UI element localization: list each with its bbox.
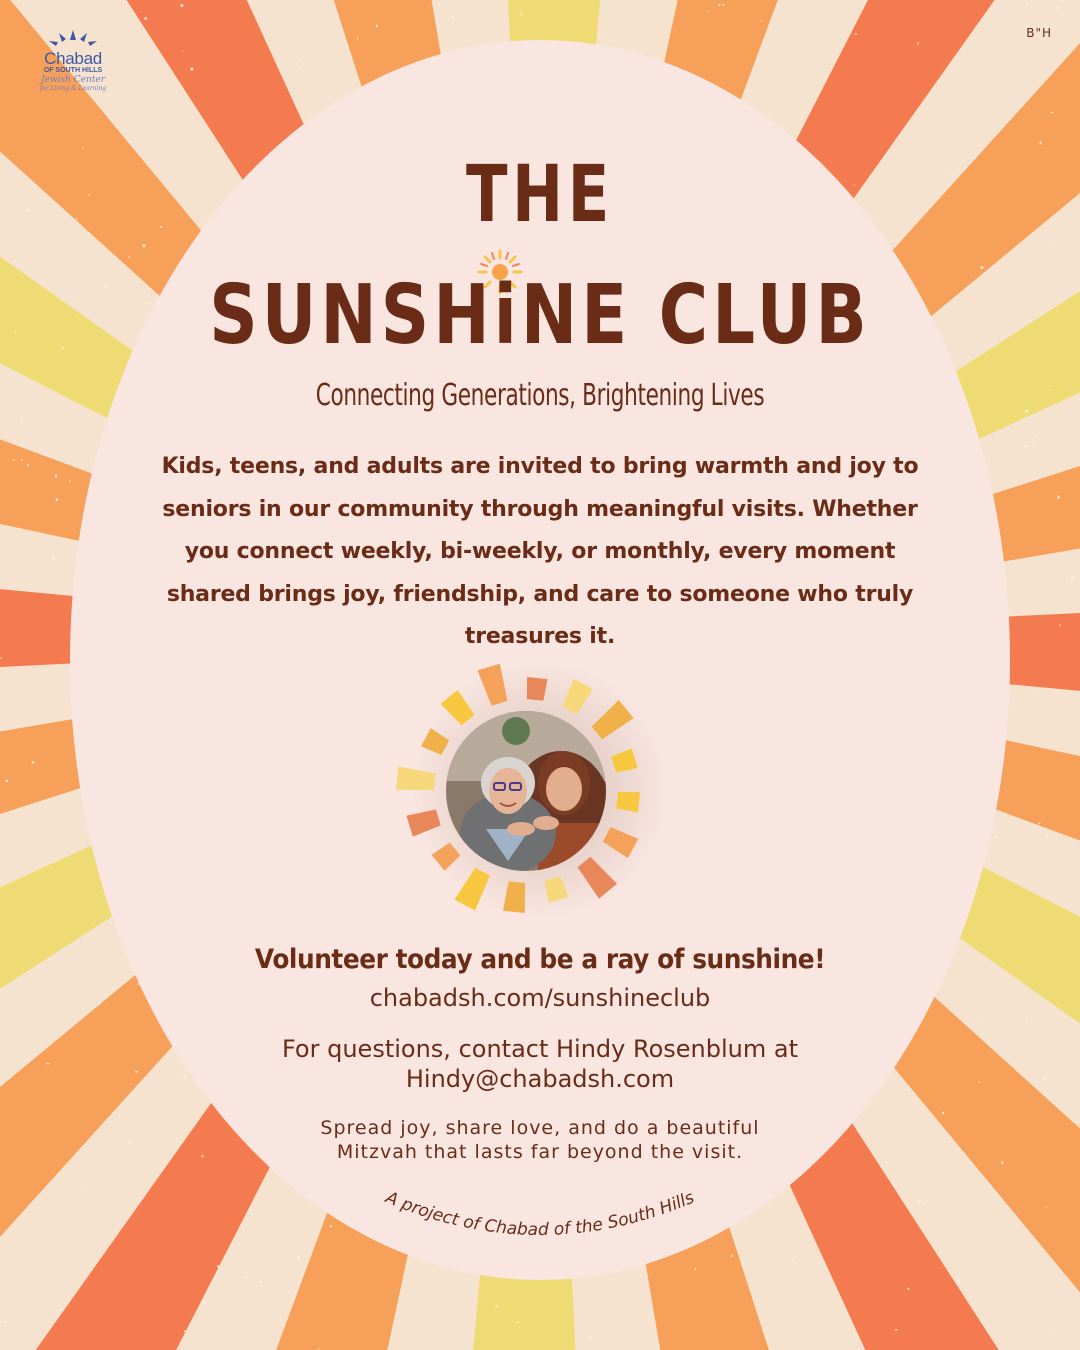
speckle <box>1050 386 1051 387</box>
speckle <box>83 1190 84 1191</box>
speckle <box>181 4 184 7</box>
speckle <box>302 63 305 65</box>
speckle <box>918 42 919 45</box>
speckle <box>21 418 23 419</box>
logo-tagline-1: Jewish Center <box>40 75 106 85</box>
speckle <box>182 51 183 52</box>
speckle <box>957 64 959 65</box>
speckle <box>135 1071 138 1073</box>
speckle <box>82 148 83 149</box>
speckle <box>217 1265 219 1268</box>
speckle <box>376 25 378 28</box>
signup-link[interactable]: chabadsh.com/sunshineclub <box>369 984 711 1012</box>
photo-ray <box>603 827 638 858</box>
speckle <box>318 1348 319 1349</box>
speckle <box>599 33 601 35</box>
speckle <box>1032 439 1034 441</box>
photo-ray <box>562 679 593 714</box>
speckle <box>1046 1206 1048 1207</box>
speckle <box>1036 695 1037 697</box>
photo-group <box>380 650 700 950</box>
speckle <box>1045 834 1047 836</box>
speckle <box>897 241 899 243</box>
speckle <box>982 1017 983 1019</box>
speckle <box>246 1276 248 1278</box>
speckle <box>1043 1078 1046 1080</box>
speckle <box>707 10 708 11</box>
speckle <box>144 17 147 20</box>
speckle <box>958 1280 960 1283</box>
speckle <box>143 244 146 247</box>
photo-ray <box>527 677 548 701</box>
speckle <box>0 658 2 659</box>
speckle <box>1060 624 1061 627</box>
photo-ray <box>611 748 637 772</box>
logo-name: Chabad <box>44 49 102 68</box>
speckle <box>1025 410 1028 412</box>
photo-ray <box>396 766 436 790</box>
speckle <box>521 13 522 16</box>
call-to-action: Volunteer today and be a ray of sunshine! <box>254 944 826 975</box>
speckle <box>1026 3 1028 5</box>
speckle <box>1050 112 1053 113</box>
speckle <box>895 1329 898 1330</box>
speckle <box>184 1331 186 1333</box>
speckle <box>21 459 22 461</box>
speckle <box>718 4 720 6</box>
photo-ray <box>478 664 508 706</box>
speckle <box>1057 7 1058 9</box>
contact-line-1: For questions, contact Hindy Rosenblum at <box>281 1035 798 1063</box>
description-text: Kids, teens, and adults are invited to bring warmth and joy to seniors in our community through meaningful visits. Whether you connect weekly, bi-weekly, or monthly, every moment shared brings joy, friendship, and care to someone who truly treasures it. <box>161 454 919 649</box>
logo-tagline-2: for Living & Learning <box>39 85 107 92</box>
speckle <box>1024 445 1026 447</box>
photo-ray <box>592 700 634 739</box>
speckle <box>1053 240 1054 241</box>
speckle <box>77 299 78 301</box>
closing-line-1: Spread joy, share love, and do a beautiful <box>320 1117 760 1139</box>
speckle <box>918 1200 921 1203</box>
speckle <box>4 1321 6 1323</box>
tagline: Connecting Generations, Brightening Lives <box>315 378 765 413</box>
speckle <box>27 465 29 467</box>
svg-text:A project of Chabad of the Sou <box>382 1187 698 1240</box>
speckle <box>26 209 28 211</box>
speckle <box>1071 577 1074 579</box>
speckle <box>15 331 16 333</box>
speckle <box>260 1281 262 1283</box>
footer-credit: A project of Chabad of the South Hills <box>382 1187 698 1241</box>
speckle <box>55 475 57 478</box>
speckle <box>793 1258 794 1261</box>
speckle <box>190 68 193 71</box>
logo-subtitle: OF SOUTH HILLS <box>43 67 103 74</box>
speckle <box>1055 1328 1057 1329</box>
speckle <box>203 1301 205 1304</box>
speckle <box>6 780 9 782</box>
photo-ray <box>455 868 490 911</box>
contact-email[interactable]: Hindy@chabadsh.com <box>405 1065 675 1093</box>
photo-ray <box>578 857 617 899</box>
speckle <box>47 1063 50 1064</box>
speckle <box>495 1306 498 1308</box>
closing-line-2: Mitzvah that lasts far beyond the visit. <box>336 1141 744 1163</box>
speckle <box>288 1291 289 1293</box>
speckle <box>908 1288 910 1290</box>
speckle <box>723 4 724 6</box>
photo-ray <box>503 881 525 913</box>
speckle <box>1040 142 1042 145</box>
speckle <box>516 1322 519 1323</box>
speckle <box>994 836 997 838</box>
speckle <box>330 1225 332 1227</box>
photo-ray <box>421 728 449 755</box>
speckle <box>1001 1162 1004 1164</box>
speckle <box>452 16 454 19</box>
title-line-1: THE <box>465 150 615 240</box>
speckle <box>589 1336 591 1339</box>
photo-ray <box>432 843 461 871</box>
photo-ray <box>616 792 640 813</box>
speckle <box>69 480 71 482</box>
speckle <box>979 1081 980 1083</box>
speckle <box>52 557 54 559</box>
speckle <box>298 1256 300 1259</box>
photo-ray <box>545 876 569 902</box>
speckle <box>56 498 58 501</box>
speckle <box>202 1155 204 1157</box>
speckle <box>258 1194 260 1196</box>
speckle <box>357 37 358 40</box>
speckle <box>129 1141 132 1144</box>
speckle <box>184 1075 186 1077</box>
speckle <box>942 1112 944 1115</box>
speckle <box>32 761 34 763</box>
title-line-2: SUNSHiNE CLUB <box>209 268 871 363</box>
speckle <box>76 218 77 220</box>
photo-ray <box>407 810 441 837</box>
photo-ray <box>441 690 475 725</box>
speckle <box>1057 496 1059 499</box>
chabad-logo[interactable] <box>28 28 118 92</box>
speckle <box>13 459 15 460</box>
closing-message <box>240 1116 840 1164</box>
speckle <box>88 194 89 196</box>
speckle <box>61 347 63 349</box>
volunteer-photo <box>446 711 606 871</box>
corner-mark: B"H <box>1026 26 1052 40</box>
logo-sun-icon <box>43 28 103 50</box>
speckle <box>761 20 762 22</box>
footer-arc <box>340 1170 740 1280</box>
speckle <box>855 33 857 35</box>
speckle <box>294 1297 296 1298</box>
contact-info <box>200 1034 880 1094</box>
speckle <box>128 257 130 258</box>
speckle <box>1026 1021 1027 1023</box>
speckle <box>1039 822 1041 824</box>
